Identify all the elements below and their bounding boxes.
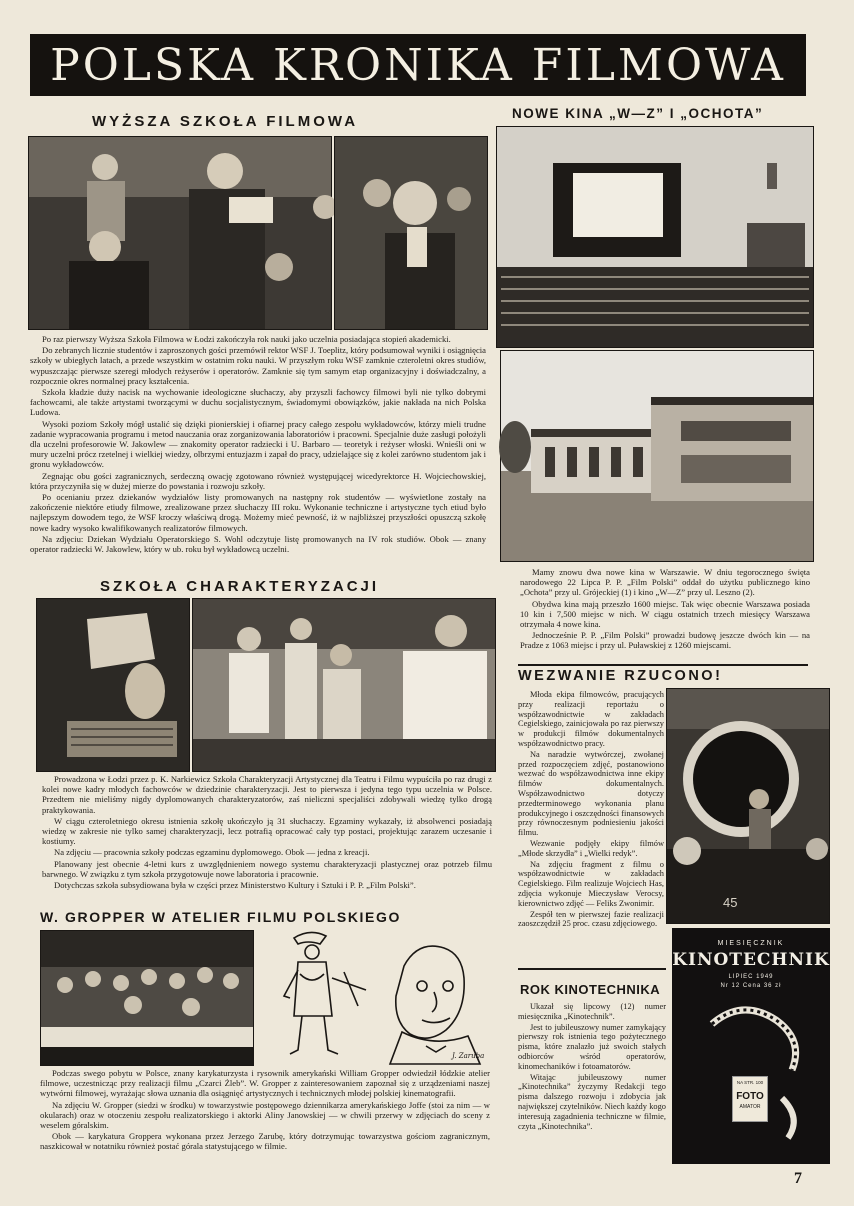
cover-issue-date: LIPIEC 1949	[728, 974, 774, 980]
paragraph: Obydwa kina mają przeszło 1600 miejsc. Tak więc obecnie Warszawa posiada 10 kin i 7,500 miejsc w nich. W ciągu ostatnich trzech miesięcy Warszawa otrzymała 4 nowe kina.	[520, 598, 810, 630]
caricature-signature: J. Zaruba	[452, 1052, 485, 1060]
paragraph: Do zebranych licznie studentów i zaproszonych gości przemówił rektor WSF J. Toeplitz, który podsumował wyniki i osiągnięcia szkoły w ubiegłych latach, a przede wszystkim w ostatnim roku nauki. W przyszłym roku WSF zamknie czteroletni okres studiów, wypuszczając pierwsze szeregi młodych reżyserów i operatorów. Zamknie się tym samym etap organizacyjny i doświadczalny, a rozpocznie okres normalnej pracy kształcenia.	[30, 345, 486, 386]
foto-box-top: NA STR. 100	[736, 1080, 764, 1085]
paragraph: Zespół ten w pierwszej fazie realizacji zaoszczędził 25 proc. czasu zdjęciowego.	[518, 909, 664, 929]
page-number: 7	[794, 1170, 802, 1187]
paragraph: Młoda ekipa filmowców, pracujących przy realizacji reportażu o współzawodnictwie w zakładach Cegielskiego, zainicjowała po raz pierwszy w produkcji filmów dokumentalnych współzawodnictwo pracy.	[518, 690, 664, 748]
article-makeup-school	[42, 774, 492, 900]
photo-cinema-wz-exterior	[500, 350, 814, 562]
masthead: POLSKA KRONIKA FILMOWA	[30, 34, 806, 96]
paragraph: Po raz pierwszy Wyższa Szkoła Filmowa w Łodzi zakończyła rok nauki jako uczelnia posiadająca stopień akademicki.	[42, 334, 451, 344]
kinotechnik-magazine-cover	[672, 928, 830, 1164]
photo-jakowlew-listening	[334, 136, 488, 330]
paragraph: Jest to jubileuszowy numer zamykający pierwszy rok istnienia tego pożytecznego pisma, które znalazło już swoich stałych odbiorców wśród operatorów, kinomechaników i fotoamatorów.	[518, 1022, 666, 1071]
article-new-cinemas	[520, 567, 810, 663]
foto-box-bottom: AMATOR	[739, 1104, 761, 1110]
divider-rule	[518, 664, 808, 666]
photo-gropper-on-set	[40, 930, 254, 1066]
paragraph: Podczas swego pobytu w Polsce, znany karykaturzysta i rysownik amerykański William Gropper odwiedził łódzkie atelier filmowe, uczestnicząc przy realizacji filmu „Czarci Żleb”. W. Gropper z zainteresowaniem zapoznał się z urządzeniami naszej wytwórni filmowej, wyrażając słowa uznania dla osiągnięć artystycznych i technicznych młodej polskiej kinematografii.	[40, 1068, 490, 1099]
section-title-film-school: WYŻSZA SZKOŁA FILMOWA	[92, 113, 359, 130]
paragraph: W ciągu czteroletniego okresu istnienia szkołę ukończyło ją 31 słuchaczy. Egzaminy wykazały, iż absolwenci posiadają wiedzę w zakresie nie tylko samej charakteryzacji, lecz potrafią opracować cały typ postaci, projektując zarazem uczesanie i kostiumy.	[42, 815, 492, 847]
section-title-makeup-school: SZKOŁA CHARAKTERYZACJI	[100, 578, 380, 595]
film-strip-icon	[672, 928, 830, 1164]
article-film-school	[30, 334, 486, 570]
paragraph: Wezwanie podjęły ekipy filmów „Młode skrzydła” i „Wielki redyk”.	[518, 838, 664, 858]
divider-rule	[518, 968, 666, 970]
article-gropper	[40, 1068, 490, 1172]
cover-title: KINOTECHNIK	[672, 950, 830, 970]
illustration-gropper-caricature	[254, 926, 490, 1066]
foto-box-main: FOTO	[736, 1091, 764, 1102]
photo-makeup-workshop-exam	[192, 598, 496, 772]
section-title-challenge: WEZWANIE RZUCONO!	[518, 668, 723, 684]
paragraph: Mamy znowu dwa nowe kina w Warszawie. W dniu tegorocznego święta narodowego 22 Lipca P. P. „Film Polski” oddał do użytku publicznego kino „Ochota” przy ul. Grójeckiej (1) i kino „W—Z” przy ul. Leszno (2).	[520, 567, 810, 598]
section-title-kinotechnik-year: ROK KINOTECHNIKA	[520, 982, 661, 997]
paragraph: Po ocenianiu przez dziekanów wydziałów listy promowanych na następny rok studentów — wyświetlone zostały na zakończenie niektóre etiudy filmowe, zrealizowane przez słuchaczy III roku. Wykonanie techniczne i artystyczne tych etiud było najlepszym dowodem tego, że WSF kroczy właściwą drogą. Możemy mieć pewność, iż w najbliższej przyszłości opuszczą szkołę nowe kadry wysoko kwalifikowanych realizatorów filmowych.	[30, 492, 486, 533]
photo-film-school-ceremony	[28, 136, 332, 330]
paragraph: Ukazał się lipcowy (12) numer miesięcznika „Kinotechnik”.	[518, 1002, 666, 1021]
foto-amator-box	[732, 1076, 768, 1122]
paragraph: Prowadzona w Łodzi przez p. K. Narkiewicz Szkoła Charakteryzacji Artystycznej dla Teatru i Filmu wypuściła po raz drugi z kolei nowe kadry młodych fachowców w dziedzinie charakteryzacji. Jest to pierwsza i jedyna tego typu uczelnia w Polsce. Przedtem nie mieliśmy nigdy dyplomowanych charakteryzatorów, zaś nieliczni specjaliści zdobywali wiedzę tylko drogą praktykowania.	[42, 774, 492, 815]
paragraph: Na zdjęciu — pracownia szkoły podczas egzaminu dyplomowego. Obok — jedna z kreacji.	[54, 847, 370, 858]
section-title-new-cinemas: NOWE KINA „W—Z” I „OCHOTA”	[512, 106, 764, 121]
paragraph: Na naradzie wytwórczej, zwołanej przed rozpoczęciem zdjęć, postanowiono wezwać do współzawodnictwa inne ekipy filmów dokumentalnych. Współzawodnictwo dotyczy przedterminowego wykonania planu produkcyjnego i oszczędności finansowych przy równoczesnym podniesieniu jakości filmu.	[518, 749, 664, 838]
paragraph: Jednocześnie P. P. „Film Polski” prowadzi budowę jeszcze dwóch kin — na Pradze z 1063 miejsc i przy ul. Puławskiej z 1260 miejscami.	[520, 630, 810, 651]
caption: Na zdjęciu: Dziekan Wydziału Operatorskiego S. Wohl odczytuje listę promowanych na IV rok studiów. Obok — znany operator radziecki W. Jakowlew, który w ub. roku był wykładowcą uczelni.	[30, 533, 486, 555]
cover-kicker: MIESIĘCZNIK	[717, 940, 785, 947]
article-challenge	[518, 690, 664, 929]
photo-egyptian-makeup-creation	[36, 598, 190, 772]
cover-issue-price: Nr 12 Cena 36 zł	[720, 983, 782, 989]
paragraph: Wysoki poziom Szkoły mógł ustalić się dzięki pionierskiej i ofiarnej pracy całego zespołu wykładowców, którzy mieli trudne zadanie wypracowania programu i metod nauczania oraz zorganizowania laboratoriów i pracowni. Specjalnie duże zasługi położyli dla uczelni profesorowie W. Jakowlew — znakomity operator radziecki i U. Barbaro — teoretyk i reżyser włoski. Wnieśli oni w mury uczelni prócz rzetelnej i wielkiej wiedzy, olbrzymi entuzjazm i zapał do pracy, udzielające się z kolei zarówno studentom jak i gronu wykładowców.	[30, 418, 486, 470]
paragraph: Szkoła kładzie duży nacisk na wychowanie ideologiczne słuchaczy, aby przyszli fachowcy filmowi byli nie tylko dobrymi fachowcami, ale także artystami tworzącymi w duchu socjalistycznym, świadomymi obowiązków, jakie nakłada na nich Polska Ludowa.	[30, 387, 486, 418]
locomotive-number: 45	[723, 895, 738, 910]
photo-locomotive-factory	[666, 688, 830, 924]
paragraph: Planowany jest obecnie 4-letni kurs z uwzględnieniem nowego systemu charakteryzacji plastycznej oraz potrzeb filmu barwnego. W związku z tym szkoła przygotowuje nowe laboratoria i pracownie.	[42, 858, 492, 879]
section-title-gropper: W. GROPPER W ATELIER FILMU POLSKIEGO	[40, 909, 401, 925]
article-kinotechnik-year	[518, 1002, 666, 1164]
paragraph: Witając jubileuszowy numer „Kinotechnika” życzymy Redakcji tego pisma dalszego rozwoju i zdobycia jak największej czytelników. Niech każdy kogo interesują zagadnienia techniczne w filmie, czyta „Kinotechnika”.	[518, 1072, 666, 1131]
photo-cinema-ochota-interior	[496, 126, 814, 348]
paragraph: Zegnając obu gości zagranicznych, serdeczną owację zgotowano również występującej wicedyrektorce H. Wojciechowskiej, która przyczyniła się w dużej mierze do powstania i rozwoju szkoły.	[30, 470, 486, 491]
paragraph: Na zdjęciu fragment z filmu o współzawodnictwie w zakładach Cegielskiego. Film realizuje Wojciech Has, zdjęcia wykonuje Mieczysław Verocsy, kierownictwo zdjęć — Feliks Zwonimir.	[518, 859, 664, 908]
paragraph: Obok — karykatura Groppera wykonana przez Jerzego Zarubę, który dotrzymując towarzystwa gościom zagranicznym, naszkicował w notatniku również postać górala statystującego w filmie.	[40, 1131, 490, 1152]
paragraph: Dotychczas szkoła subsydiowana była w części przez Ministerstwo Kultury i Sztuki i P. P. „Film Polski”.	[54, 880, 416, 891]
paragraph: Na zdjęciu W. Gropper (siedzi w środku) w towarzystwie postępowego dziennikarza amerykańskiego Joffe (stoi za nim — w okularach) oraz w otoczeniu zespołu realizatorskiego i aktorki Aliny Janowskiej — w chwili przerwy w zdjęciach do sceny z weselem góralskim.	[40, 1099, 490, 1131]
